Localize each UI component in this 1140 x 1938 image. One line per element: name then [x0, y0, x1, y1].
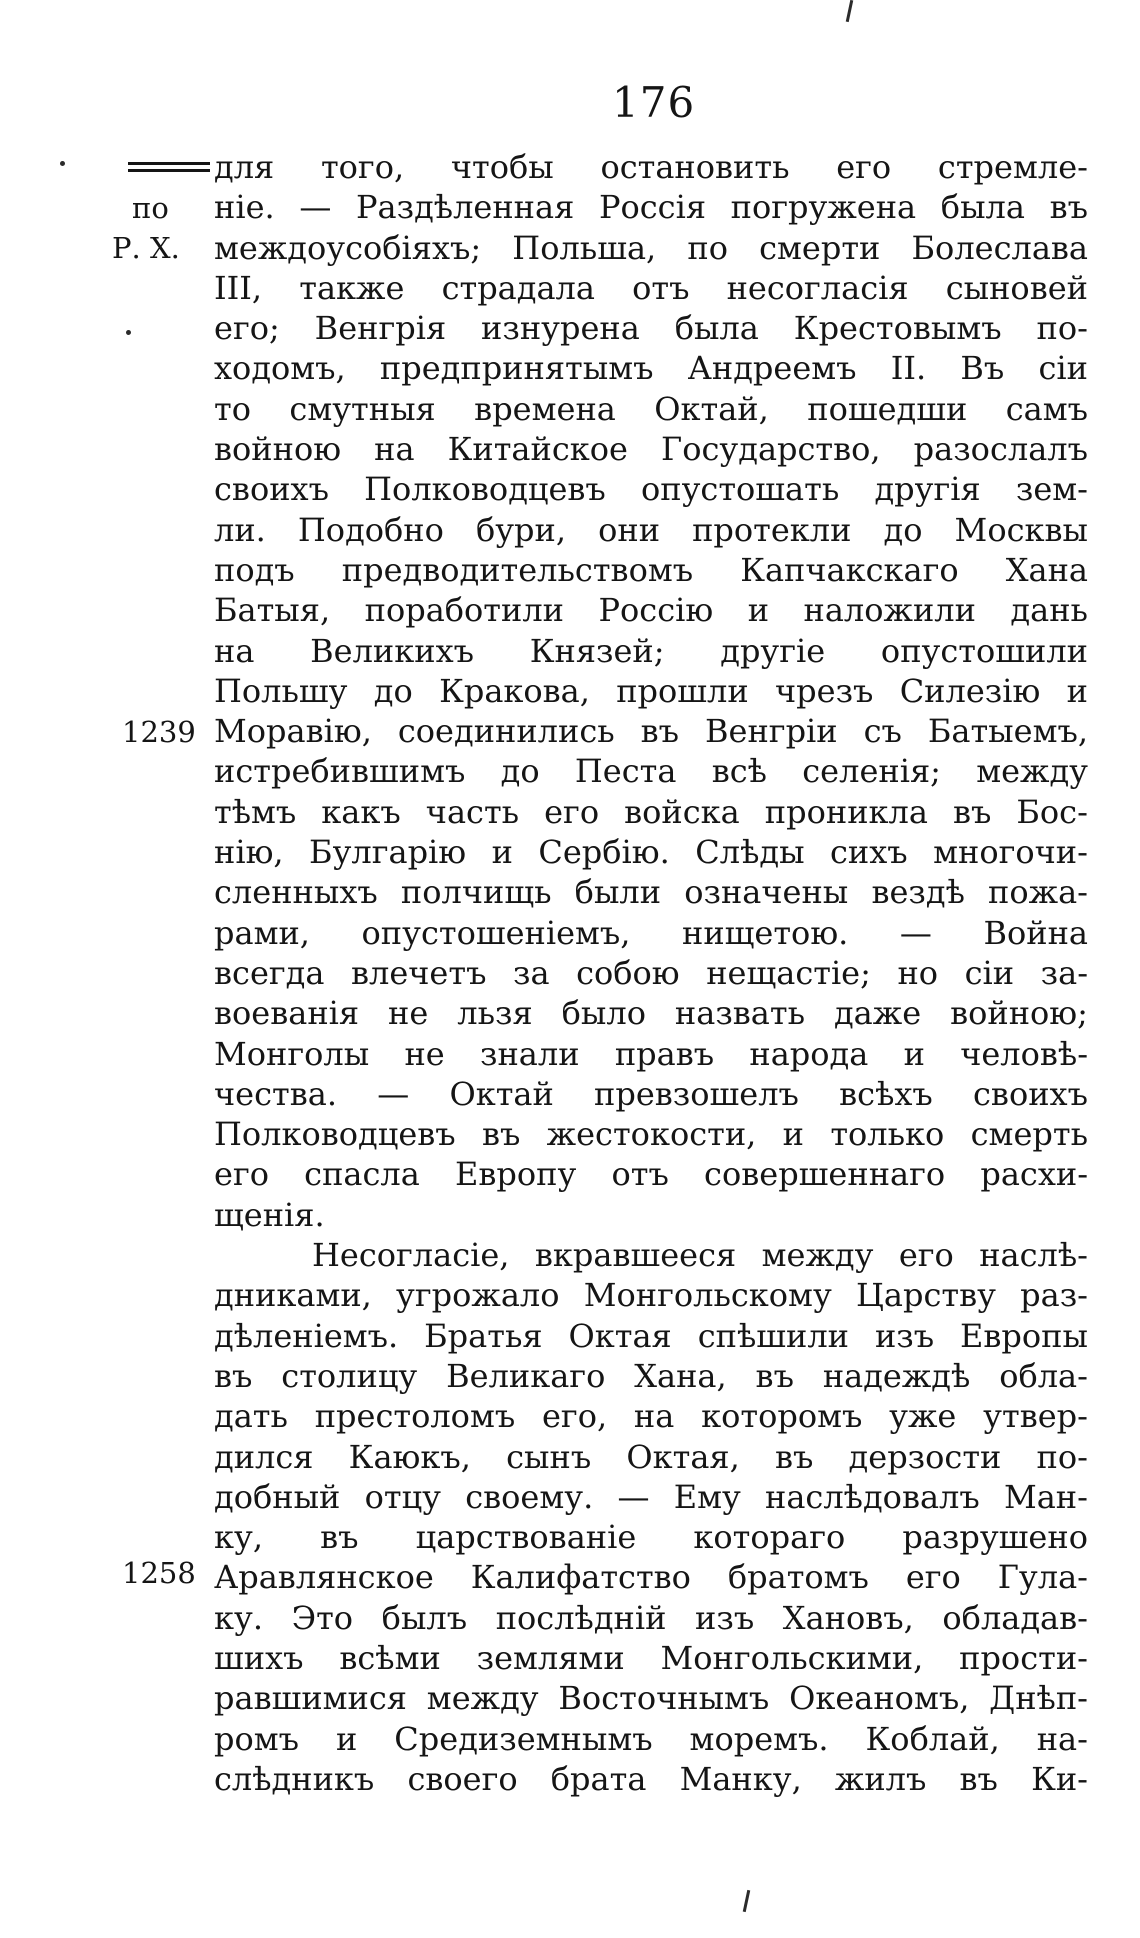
- text-line: своихъ Полководцевъ опустошать другія зем-: [214, 470, 1088, 509]
- text-line: Монголы не знали правъ народа и человѣ-: [214, 1034, 1088, 1073]
- text-line: дать престоломъ его, на которомъ уже утвер-: [214, 1397, 1088, 1436]
- text-line: Аравлянское Калифатство братомъ его Гула-: [214, 1558, 1088, 1597]
- text-line: III, также страдала отъ несогласія сыновей: [214, 268, 1088, 307]
- stroke-mark: [846, 0, 854, 22]
- text-line: истребившимъ до Песта всѣ селенія; между: [214, 752, 1088, 791]
- text-line: Моравію, соединились въ Венгріи съ Батыемъ,: [214, 712, 1088, 751]
- text-line: добный отцу своему. — Ему наслѣдовалъ Ман-: [214, 1477, 1088, 1516]
- text-line: для того, чтобы остановить его стремле-: [214, 148, 1088, 186]
- text-line: сленныхъ полчищь были означены вездѣ пожа-: [214, 873, 1088, 912]
- text-line: дниками, угрожало Монгольскому Царству раз-: [214, 1276, 1088, 1315]
- text-line: подъ предводительствомъ Капчакскаго Хана: [214, 550, 1088, 589]
- margin-era-line2: Р. Х.: [112, 231, 180, 265]
- text-line: междоусобіяхъ; Польша, по смерти Болеслава: [214, 228, 1088, 267]
- margin-era-line1: по: [132, 191, 169, 225]
- text-line: въ столицу Великаго Хана, въ надеждѣ обла-: [214, 1356, 1088, 1395]
- text-line: тѣмъ какъ часть его войска проникла въ Бос-: [214, 792, 1088, 831]
- text-line: ходомъ, предпринятымъ Андреемъ II. Въ сіи: [214, 349, 1088, 388]
- margin-year-1258: 1258: [122, 1556, 196, 1590]
- text-line: дился Каюкъ, сынъ Октая, въ дерзости по-: [214, 1437, 1088, 1476]
- text-line: Несогласіе, вкравшееся между его наслѣ-: [312, 1236, 1088, 1275]
- text-line: Батыя, поработили Россію и наложили дань: [214, 591, 1088, 630]
- text-line: ли. Подобно бури, они протекли до Москвы: [214, 510, 1088, 549]
- text-line: всегда влечетъ за собою нещастіе; но сіи за-: [214, 953, 1088, 992]
- text-line: чества. — Октай превзошелъ всѣхъ своихъ: [214, 1074, 1088, 1113]
- speck-mark: [60, 161, 65, 166]
- text-line: воеванія не льзя было назвать даже войною;: [214, 994, 1088, 1033]
- text-line: его спасла Европу отъ совершеннаго расхи-: [214, 1155, 1088, 1194]
- text-line: Польшу до Кракова, прошли чрезъ Силезію и: [214, 671, 1088, 710]
- text-line: его; Венгрія изнурена была Крестовымъ по-: [214, 309, 1088, 348]
- header-rule: [128, 162, 210, 172]
- text-line: ніе. — Раздѣленная Россія погружена была въ: [214, 188, 1088, 227]
- text-line: ромъ и Средиземнымъ моремъ. Коблай, на-: [214, 1719, 1088, 1758]
- stroke-mark: [743, 1890, 751, 1912]
- text-line: рами, опустошеніемъ, нищетою. — Война: [214, 913, 1088, 952]
- text-line: на Великихъ Князей; другіе опустошили: [214, 631, 1088, 670]
- text-line: ку. Это былъ послѣдній изъ Хановъ, обладав-: [214, 1598, 1088, 1637]
- text-line: шихъ всѣми землями Монгольскими, прости-: [214, 1638, 1088, 1677]
- paragraph: [214, 1235, 1088, 1799]
- text-line: ку, въ царствованіе котораго разрушено: [214, 1518, 1088, 1557]
- text-line: щенія.: [214, 1195, 325, 1234]
- text-line: нію, Булгарію и Сербію. Слѣды сихъ многочи-: [214, 833, 1088, 872]
- text-line: дѣленіемъ. Братья Октая спѣшили изъ Европы: [214, 1316, 1088, 1355]
- text-line: равшимися между Восточнымъ Океаномъ, Днѣп-: [214, 1679, 1088, 1718]
- text-line: войною на Китайское Государство, разослалъ: [214, 430, 1088, 469]
- paragraph: [214, 147, 1088, 1235]
- text-line: то смутныя времена Октай, пошедши самъ: [214, 389, 1088, 428]
- speck-mark: [126, 330, 131, 335]
- text-line: слѣдникъ своего брата Манку, жилъ въ Ки-: [214, 1759, 1088, 1798]
- page-number: 176: [612, 78, 696, 127]
- text-line: Полководцевъ въ жестокости, и только смерть: [214, 1115, 1088, 1154]
- margin-year-1239: 1239: [122, 715, 196, 749]
- body-text: [214, 147, 1088, 1799]
